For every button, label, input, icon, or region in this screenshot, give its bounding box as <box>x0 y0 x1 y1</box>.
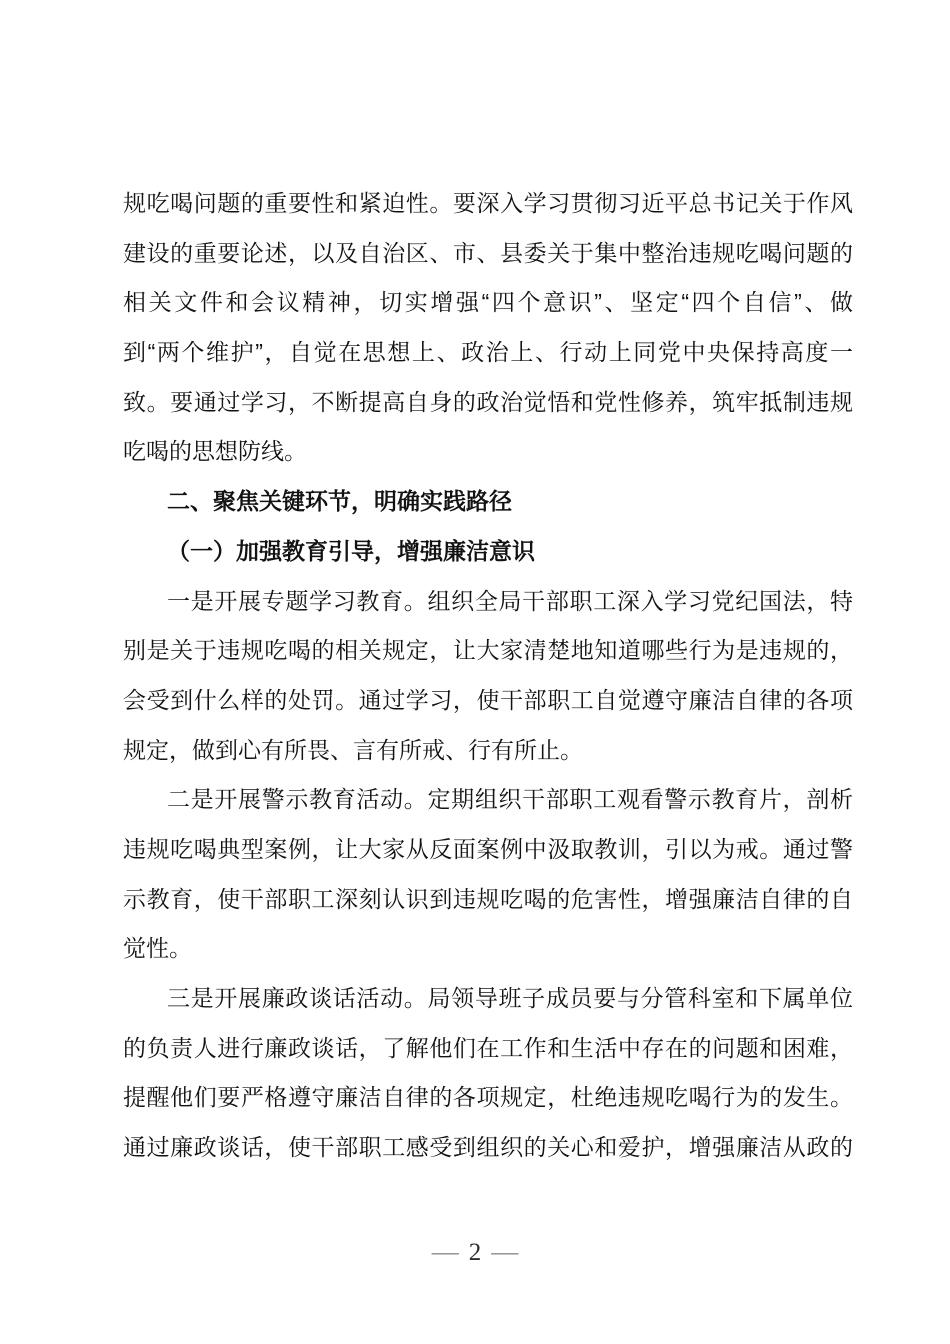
body-line: 相关文件和会议精神，切实增强“四个意识”、坚定“四个自信”、做 <box>123 289 853 316</box>
body-line: 一是开展专题学习教育。组织全局干部职工深入学习党纪国法，特 <box>167 587 853 614</box>
footer-dash-left: — <box>431 1236 459 1266</box>
body-line: 规定，做到心有所畏、言有所戒、行有所止。 <box>123 736 583 763</box>
body-line: 致。要通过学习，不断提高自身的政治觉悟和党性修养，筑牢抵制违规 <box>123 388 853 415</box>
body-line: 通过廉政谈话，使干部职工感受到组织的关心和爱护，增强廉洁从政的 <box>123 1134 853 1161</box>
page-number: 2 <box>468 1239 482 1266</box>
page-footer <box>0 1234 950 1270</box>
body-line: 规吃喝问题的重要性和紧迫性。要深入学习贯彻习近平总书记关于作风 <box>123 190 853 216</box>
body-line: 会受到什么样的处罚。通过学习，使干部职工自觉遵守廉洁自律的各项 <box>123 686 853 713</box>
body-line: 别是关于违规吃喝的相关规定，让大家清楚地知道哪些行为是违规的， <box>123 637 853 664</box>
section-heading: 二、聚焦关键环节，明确实践路径 <box>167 488 512 515</box>
body-line: 到“两个维护”，自觉在思想上、政治上、行动上同党中央保持高度一 <box>123 339 853 366</box>
body-line: 三是开展廉政谈话活动。局领导班子成员要与分管科室和下属单位 <box>167 985 853 1011</box>
subsection-heading: （一）加强教育引导，增强廉洁意识 <box>167 537 535 564</box>
body-line: 违规吃喝典型案例，让大家从反面案例中汲取教训，引以为戒。通过警 <box>123 835 853 862</box>
document-body <box>123 179 853 1173</box>
body-line: 二是开展警示教育活动。定期组织干部职工观看警示教育片，剖析 <box>167 786 853 813</box>
body-line: 吃喝的思想防线。 <box>123 438 307 465</box>
body-line: 示教育，使干部职工深刻认识到违规吃喝的危害性，增强廉洁自律的自 <box>123 885 853 912</box>
body-line: 建设的重要论述，以及自治区、市、县委关于集中整治违规吃喝问题的 <box>123 239 853 266</box>
body-line: 提醒他们要严格遵守廉洁自律的各项规定，杜绝违规吃喝行为的发生。 <box>123 1084 853 1111</box>
body-line: 觉性。 <box>123 935 192 962</box>
body-line: 的负责人进行廉政谈话，了解他们在工作和生活中存在的问题和困难， <box>123 1034 853 1061</box>
footer-dash-right: — <box>491 1236 519 1266</box>
